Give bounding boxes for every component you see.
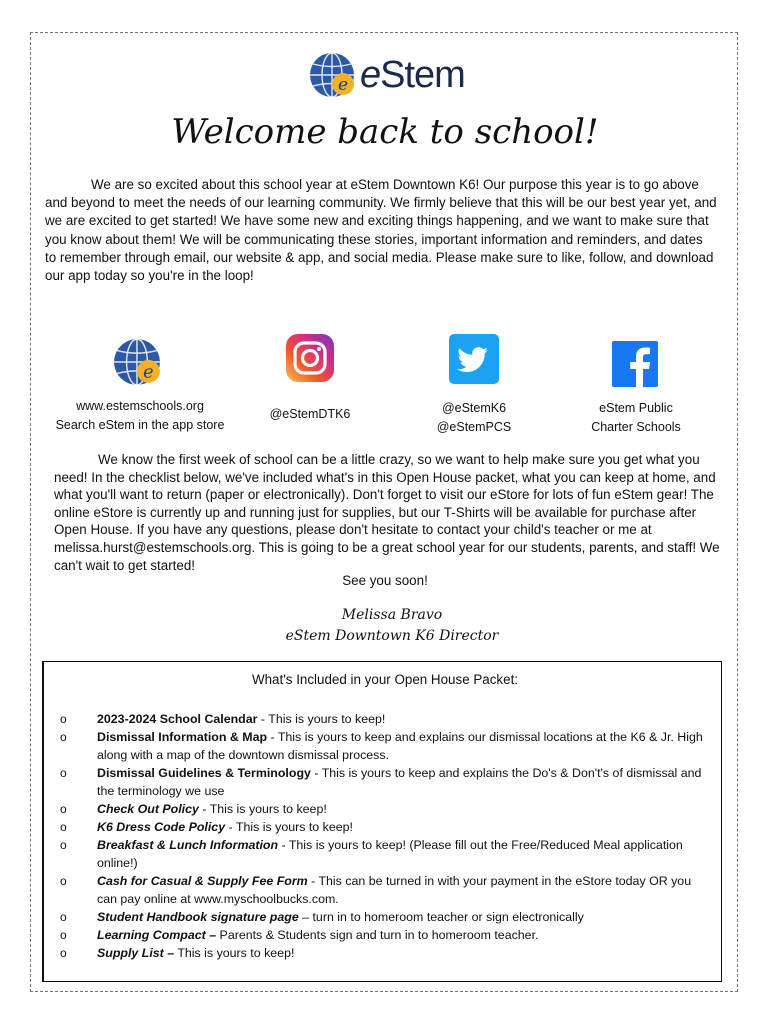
item-label: Learning Compact –: [97, 928, 217, 942]
facebook-name-line2: Charter Schools: [591, 420, 681, 434]
list-item: [60, 908, 710, 926]
website-info: [40, 397, 240, 435]
item-text: - This is yours to keep! (Please fill out the Free/Reduced Meal application online!): [97, 838, 683, 870]
page-title: Welcome back to school!: [171, 112, 599, 152]
item-label: Dismissal Information & Map: [97, 730, 268, 744]
item-text: - This can be turned in with your payment in the eStore today OR you can pay online at www.myschoolbucks.com.: [97, 874, 692, 906]
item-text: Parents & Students sign and turn in to homeroom teacher.: [216, 928, 539, 942]
facebook-name-line1: eStem Public: [599, 401, 673, 415]
item-label: Breakfast & Lunch Information: [97, 838, 279, 852]
bullet-icon: o: [60, 910, 67, 924]
facebook-page[interactable]: [566, 399, 706, 437]
bullet-icon: o: [60, 802, 67, 816]
twitter-handles: [404, 399, 544, 437]
item-text: – turn in to homeroom teacher or sign electronically: [298, 910, 584, 924]
item-label: Check Out Policy: [97, 802, 199, 816]
instagram-icon: [285, 333, 335, 383]
list-item: [60, 728, 710, 764]
packet-checklist: [60, 710, 710, 962]
website-link[interactable]: www.estemschools.org: [76, 399, 204, 413]
logo-wordmark: eStem: [360, 53, 465, 96]
list-item: [60, 872, 710, 908]
list-item: [60, 800, 710, 818]
instagram-handle[interactable]: @eStemDTK6: [269, 407, 351, 421]
bullet-icon: o: [60, 928, 67, 942]
closing-line: See you soon!: [342, 573, 428, 588]
list-item: [60, 836, 710, 872]
item-text: - This is yours to keep!: [198, 802, 327, 816]
item-label: Student Handbook signature page: [97, 910, 299, 924]
bullet-icon: o: [60, 820, 67, 834]
bullet-icon: o: [60, 946, 67, 960]
bullet-icon: o: [60, 712, 67, 726]
bullet-icon: o: [60, 838, 67, 852]
twitter-icon: [449, 334, 499, 384]
item-text: - This is yours to keep!: [225, 820, 353, 834]
bullet-icon: o: [60, 730, 67, 744]
intro-paragraph: We are so excited about this school year at eStem Downtown K6! Our purpose this year is to go above and beyond to meet the needs of our learning community. We firmly believe that this will be our best year yet, and we are excited to get started! We have some new and exciting things happening, and we want to make sure that you know about them! We will be communicating these stories, important information and reminders, and dates to remember through email, our website & app, and social media. Please make sure to like, follow, and download our app today so you're in the loop!: [45, 177, 717, 284]
item-text: This is yours to keep!: [174, 946, 295, 960]
list-item: [60, 944, 710, 962]
item-text: - This is yours to keep and explains the Do's & Don't's of dismissal and the terminology we use: [97, 766, 702, 798]
letter-paragraph: We know the first week of school can be a little crazy, so we want to help make sure you get what you need! In the checklist below, we've included what's in this Open House packet, what you can keep at home, and what you'll want to return (paper or electronically). Don't forget to visit our eStore for lots of fun eStem gear! The online eStore is currently up and running just for supplies, but our T-Shirts will be available for purchase after Open House. If you have any questions, please don't hesitate to contact your child's teacher or me at melissa.hurst@estemschools.org. This is going to be a great school year for our students, parents, and staff! We can't wait to get started!: [54, 452, 720, 573]
item-label: K6 Dress Code Policy: [97, 820, 226, 834]
list-item: [60, 818, 710, 836]
signature-name: Melissa Bravo: [341, 607, 443, 623]
list-item: [60, 926, 710, 944]
bullet-icon: o: [60, 766, 67, 780]
item-label: 2023-2024 School Calendar: [97, 712, 258, 726]
item-text: - This is yours to keep and explains our dismissal locations at the K6 & Jr. High along with a map of the downtown dismissal process.: [97, 730, 703, 762]
packet-title: What's Included in your Open House Packet:: [251, 672, 519, 687]
svg-text:e: e: [143, 362, 154, 383]
globe-logo-icon: [308, 50, 358, 100]
twitter-handle-pcs[interactable]: @eStemPCS: [436, 420, 512, 434]
bullet-icon: o: [60, 874, 67, 888]
facebook-icon: [612, 341, 658, 387]
list-item: [60, 710, 710, 728]
globe-icon: [112, 336, 164, 388]
app-store-note: Search eStem in the app store: [55, 418, 225, 432]
item-text: - This is yours to keep!: [257, 712, 386, 726]
signature-role: eStem Downtown K6 Director: [285, 628, 499, 644]
estem-logo: [308, 47, 465, 103]
item-label: Supply List –: [97, 946, 175, 960]
item-label: Dismissal Guidelines & Terminology: [97, 766, 311, 780]
svg-text:e: e: [337, 75, 349, 95]
list-item: [60, 764, 710, 800]
item-label: Cash for Casual & Supply Fee Form: [97, 874, 308, 888]
twitter-handle-k6[interactable]: @eStemK6: [441, 401, 507, 415]
